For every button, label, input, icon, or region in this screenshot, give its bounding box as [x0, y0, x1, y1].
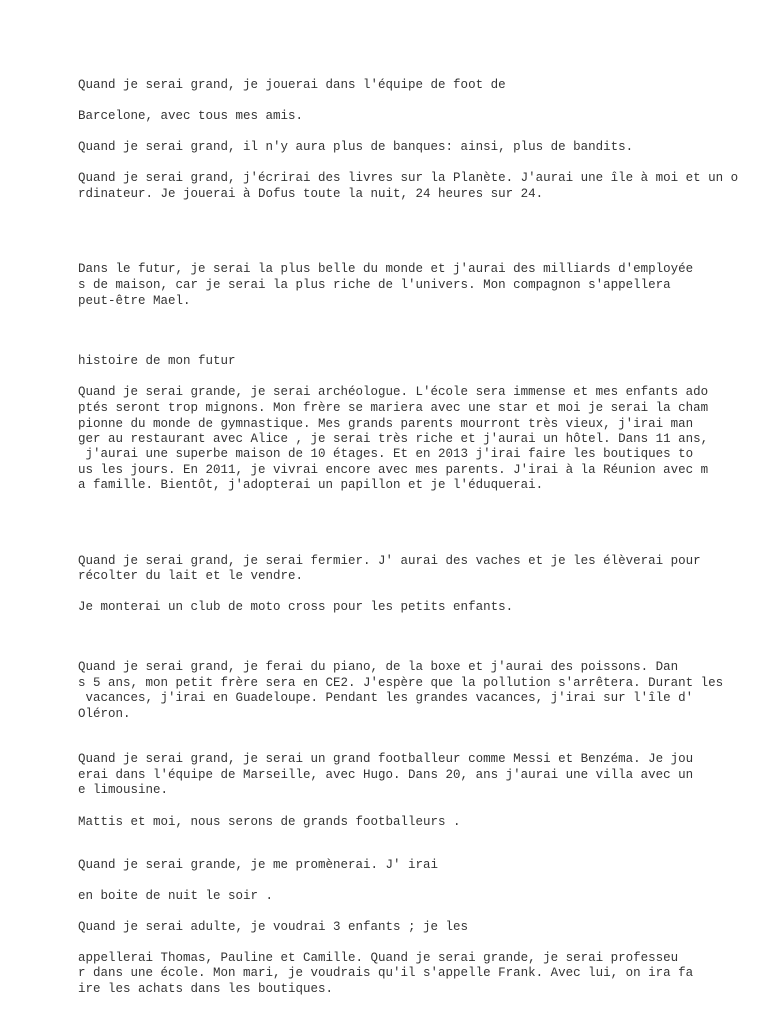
- text-line: e limousine.: [78, 783, 169, 797]
- text-line: j'aurai une superbe maison de 10 étages. Et en 2013 j'irai faire les boutiques to: [78, 447, 694, 461]
- text-line: s 5 ans, mon petit frère sera en CE2. J'espère que la pollution s'arrêtera. Durant les: [78, 676, 724, 690]
- text-line: Dans le futur, je serai la plus belle du monde et j'aurai des milliards d'employée: [78, 262, 694, 276]
- text-line: Mattis et moi, nous serons de grands footballeurs .: [78, 815, 461, 829]
- text-line: a famille. Bientôt, j'adopterai un papillon et je l'éduquerai.: [78, 478, 544, 492]
- text-line: s de maison, car je serai la plus riche de l'univers. Mon compagnon s'appellera: [78, 278, 671, 292]
- text-line: Oléron.: [78, 707, 131, 721]
- text-line: Quand je serai grand, je ferai du piano, de la boxe et j'aurai des poissons. Dan: [78, 660, 679, 674]
- text-line: r dans une école. Mon mari, je voudrais qu'il s'appelle Frank. Avec lui, on ira fa: [78, 966, 694, 980]
- text-line: Quand je serai grand, il n'y aura plus de banques: ainsi, plus de bandits.: [78, 140, 634, 154]
- text-line: Quand je serai grand, j'écrirai des livres sur la Planète. J'aurai une île à moi et un o: [78, 171, 739, 185]
- text-line: peut-être Mael.: [78, 294, 191, 308]
- section-heading: histoire de mon futur: [78, 354, 236, 368]
- text-line: Quand je serai grand, je jouerai dans l'équipe de foot de: [78, 78, 506, 92]
- text-line: ger au restaurant avec Alice , je serai très riche et j'aurai un hôtel. Dans 11 ans,: [78, 432, 709, 446]
- text-line: Je monterai un club de moto cross pour les petits enfants.: [78, 600, 514, 614]
- text-line: erai dans l'équipe de Marseille, avec Hugo. Dans 20, ans j'aurai une villa avec un: [78, 768, 694, 782]
- text-line: vacances, j'irai en Guadeloupe. Pendant les grandes vacances, j'irai sur l'île d': [78, 691, 694, 705]
- text-line: Quand je serai grand, je serai fermier. J' aurai des vaches et je les élèverai pour: [78, 554, 701, 568]
- text-line: Quand je serai grand, je serai un grand footballeur comme Messi et Benzéma. Je jou: [78, 752, 694, 766]
- text-line: Barcelone, avec tous mes amis.: [78, 109, 304, 123]
- text-line: pionne du monde de gymnastique. Mes grands parents mourront très vieux, j'irai man: [78, 417, 694, 431]
- text-line: rdinateur. Je jouerai à Dofus toute la nuit, 24 heures sur 24.: [78, 187, 544, 201]
- text-line: Quand je serai grande, je serai archéologue. L'école sera immense et mes enfants ado: [78, 385, 709, 399]
- text-line: en boite de nuit le soir .: [78, 889, 274, 903]
- text-line: appellerai Thomas, Pauline et Camille. Quand je serai grande, je serai professeu: [78, 951, 679, 965]
- text-line: us les jours. En 2011, je vivrai encore avec mes parents. J'irai à la Réunion avec m: [78, 463, 709, 477]
- text-line: ire les achats dans les boutiques.: [78, 982, 334, 996]
- text-line: Quand je serai grande, je me promènerai. J' irai: [78, 858, 439, 872]
- text-line: ptés seront trop mignons. Mon frère se mariera avec une star et moi je serai la cham: [78, 401, 709, 415]
- text-line: récolter du lait et le vendre.: [78, 569, 304, 583]
- text-line: Quand je serai adulte, je voudrai 3 enfants ; je les: [78, 920, 469, 934]
